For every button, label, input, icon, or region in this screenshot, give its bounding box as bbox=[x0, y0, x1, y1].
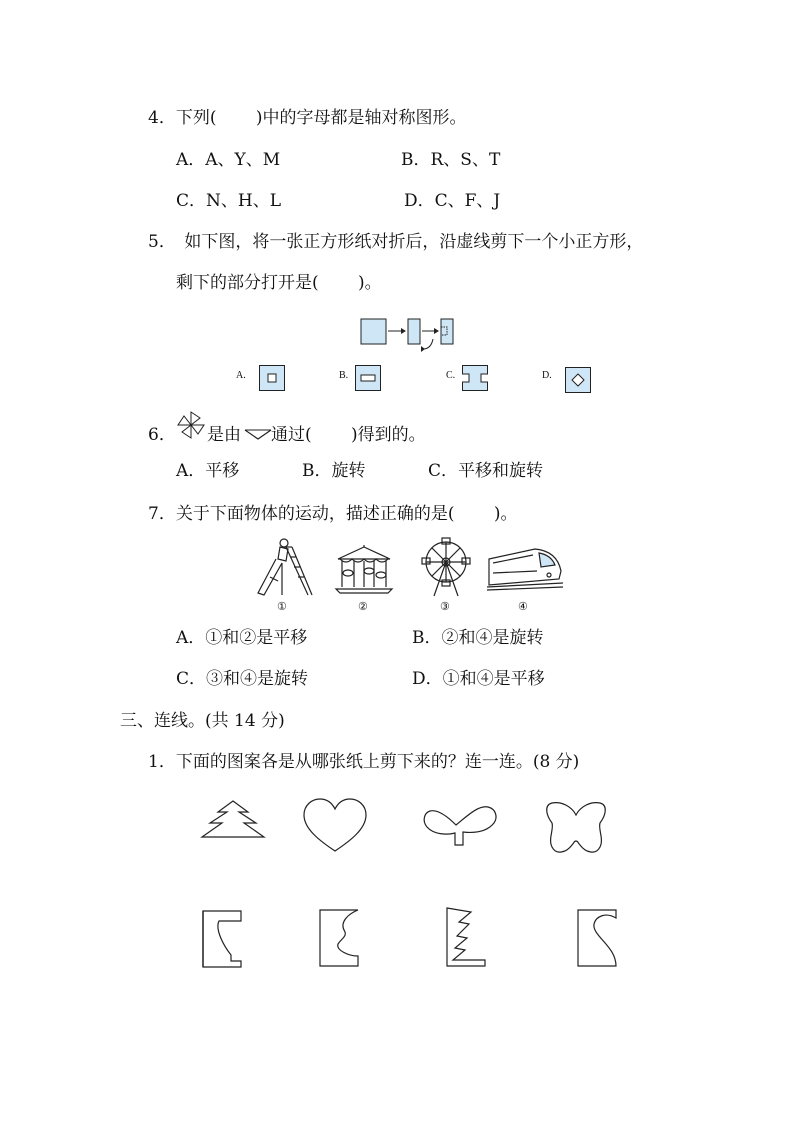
q6-option-b[interactable]: B．旋转 bbox=[302, 461, 366, 481]
q6-number: 6． bbox=[148, 425, 176, 445]
q5-option-c-figure[interactable] bbox=[462, 365, 488, 391]
folded-paper-2[interactable] bbox=[318, 908, 360, 968]
q5-stem-line1: 5． 如下图，将一张正方形纸对折后，沿虚线剪下一个小正方形， bbox=[148, 232, 644, 252]
q5-label-a: A. bbox=[236, 370, 246, 381]
section3-title: 三、连线。(共 14 分) bbox=[120, 711, 285, 731]
q4-option-c[interactable]: C．N、H、L bbox=[176, 191, 281, 211]
folded-paper-3[interactable] bbox=[445, 906, 487, 968]
q4-option-a[interactable]: A．A、Y、M bbox=[176, 150, 281, 170]
q7-caption-2: ② bbox=[358, 601, 368, 613]
q4-option-b[interactable]: B．R、S、T bbox=[401, 150, 501, 170]
train-picture bbox=[487, 545, 563, 591]
butterfly-pattern[interactable] bbox=[544, 801, 608, 857]
q5-stem-line2: 剩下的部分打开是( )。 bbox=[176, 273, 382, 293]
q7-caption-3: ③ bbox=[440, 601, 450, 613]
section3-q1-stem: 1．下面的图案各是从哪张纸上剪下来的？连一连。(8 分) bbox=[148, 752, 580, 772]
q4-option-d[interactable]: D．C、F、J bbox=[404, 191, 501, 211]
q5-option-a-figure[interactable] bbox=[259, 365, 285, 391]
q6-option-a[interactable]: A．平移 bbox=[176, 461, 240, 481]
triangle-shape-icon bbox=[244, 428, 272, 442]
q5-option-b-figure[interactable] bbox=[355, 365, 381, 391]
q7-caption-1: ① bbox=[277, 601, 287, 613]
q4-stem: 4．下列( )中的字母都是轴对称图形。 bbox=[148, 108, 467, 128]
q7-option-c[interactable]: C．③和④是旋转 bbox=[176, 669, 309, 689]
q5-fold-diagram bbox=[355, 315, 465, 357]
folded-paper-1[interactable] bbox=[201, 909, 243, 969]
folded-paper-4[interactable] bbox=[576, 908, 618, 968]
q7-option-b[interactable]: B．②和④是旋转 bbox=[412, 628, 544, 648]
q6-text-mid: 是由 bbox=[207, 425, 241, 445]
ferris-wheel-picture bbox=[422, 538, 472, 598]
q7-stem: 7．关于下面物体的运动，描述正确的是( )。 bbox=[148, 504, 518, 524]
q6-text-end: 通过( )得到的。 bbox=[271, 425, 426, 445]
q7-option-d[interactable]: D．①和④是平移 bbox=[412, 669, 545, 689]
q5-label-d: D. bbox=[542, 370, 552, 381]
q5-label-c: C. bbox=[446, 370, 456, 381]
heart-pattern[interactable] bbox=[302, 797, 368, 853]
slide-picture bbox=[256, 537, 312, 597]
tree-pattern[interactable] bbox=[200, 800, 266, 840]
sprout-pattern[interactable] bbox=[422, 803, 498, 847]
pinwheel-icon bbox=[176, 410, 206, 440]
q7-caption-4: ④ bbox=[518, 601, 528, 613]
carousel-picture bbox=[334, 545, 394, 595]
q5-option-d-figure[interactable] bbox=[565, 367, 591, 393]
q7-option-a[interactable]: A．①和②是平移 bbox=[176, 628, 308, 648]
q6-option-c[interactable]: C．平移和旋转 bbox=[428, 461, 544, 481]
q5-label-b: B. bbox=[339, 370, 349, 381]
